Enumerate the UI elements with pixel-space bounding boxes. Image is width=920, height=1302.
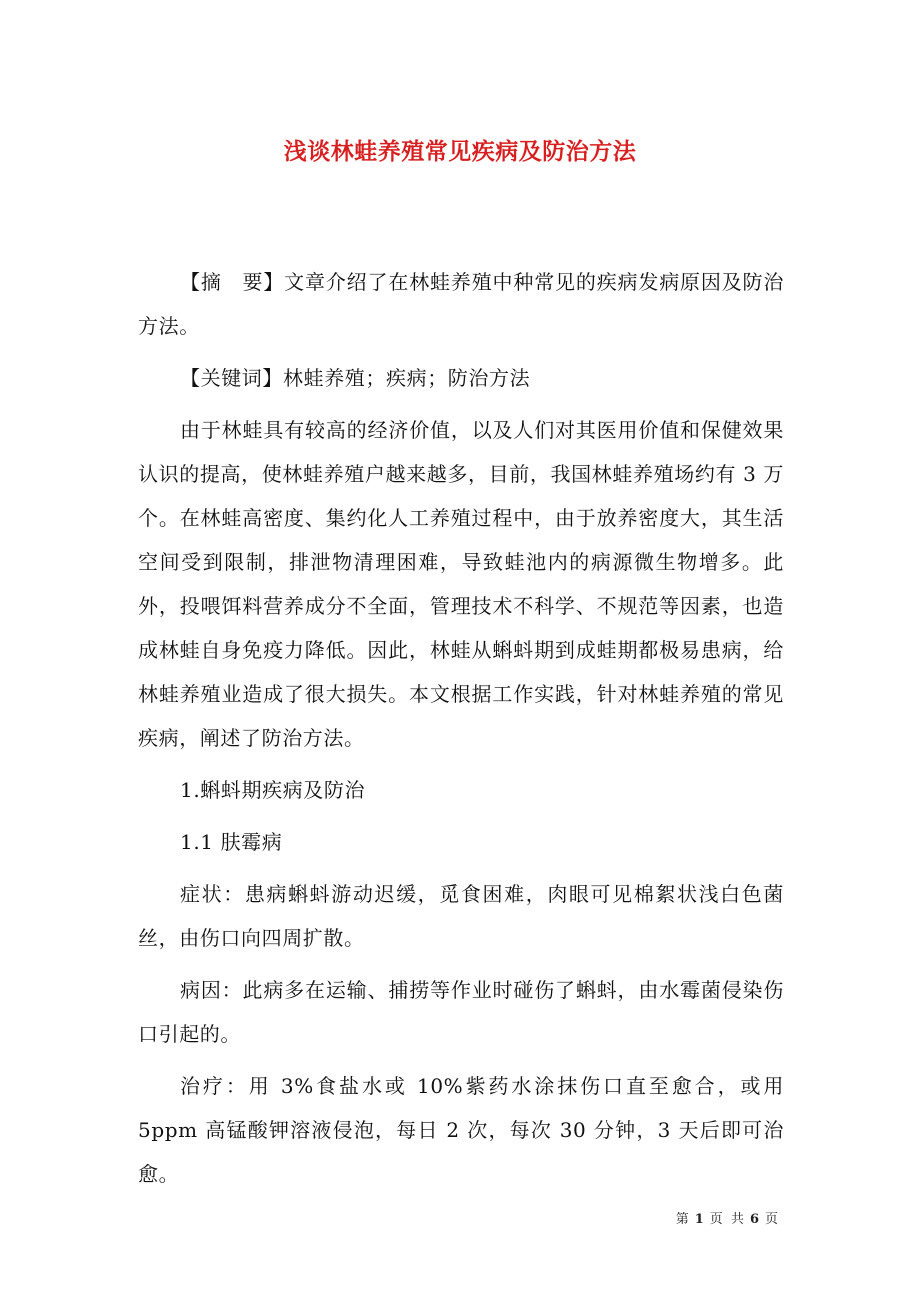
- footer-page-unit: 页: [709, 1212, 725, 1227]
- cause-paragraph: 病因：此病多在运输、捕捞等作业时碰伤了蝌蚪，由水霉菌侵染伤口引起的。: [138, 978, 784, 1046]
- abstract-paragraph: 【摘 要】文章介绍了在林蛙养殖中种常见的疾病发病原因及防治方法。: [138, 270, 784, 338]
- footer-total-pages: 6: [749, 1212, 761, 1227]
- footer-total-unit: 页: [764, 1212, 780, 1227]
- footer-total-prefix: 共: [730, 1212, 746, 1227]
- keywords-paragraph: 【关键词】林蛙养殖；疾病；防治方法: [180, 366, 531, 390]
- symptoms-paragraph: 症状：患病蝌蚪游动迟缓，觅食困难，肉眼可见棉絮状浅白色菌丝，由伤口向四周扩散。: [138, 882, 784, 950]
- treatment-paragraph: 治疗：用 3%食盐水或 10%紫药水涂抹伤口直至愈合，或用 5ppm 高锰酸钾溶液侵泡，每日 2 次，每次 30 分钟，3 天后即可治愈。: [138, 1074, 784, 1186]
- page-footer: [676, 1208, 780, 1227]
- section-heading: 1.蝌蚪期疾病及防治: [180, 778, 366, 802]
- page-title: 浅谈林蛙养殖常见疾病及防治方法: [283, 138, 637, 166]
- intro-paragraph: 由于林蛙具有较高的经济价值，以及人们对其医用价值和保健效果认识的提高，使林蛙养殖户越来越多，目前，我国林蛙养殖场约有 3 万个。在林蛙高密度、集约化人工养殖过程中，由于放养密度大，其生活空间受到限制，排泄物清理困难，导致蛙池内的病源微生物增多。此外，投喂饵料营养成分不全面，管理技术不科学、不规范等因素，也造成林蛙自身免疫力降低。因此，林蛙从蝌蚪期到成蛙期都极易患病，给林蛙养殖业造成了很大损失。本文根据工作实践，针对林蛙养殖的常见疾病，阐述了防治方法。: [138, 418, 784, 750]
- subsection-heading: 1.1 肤霉病: [180, 830, 283, 854]
- document-body: [138, 260, 784, 1196]
- footer-current-page: 1: [694, 1212, 706, 1227]
- footer-prefix: 第: [675, 1212, 691, 1227]
